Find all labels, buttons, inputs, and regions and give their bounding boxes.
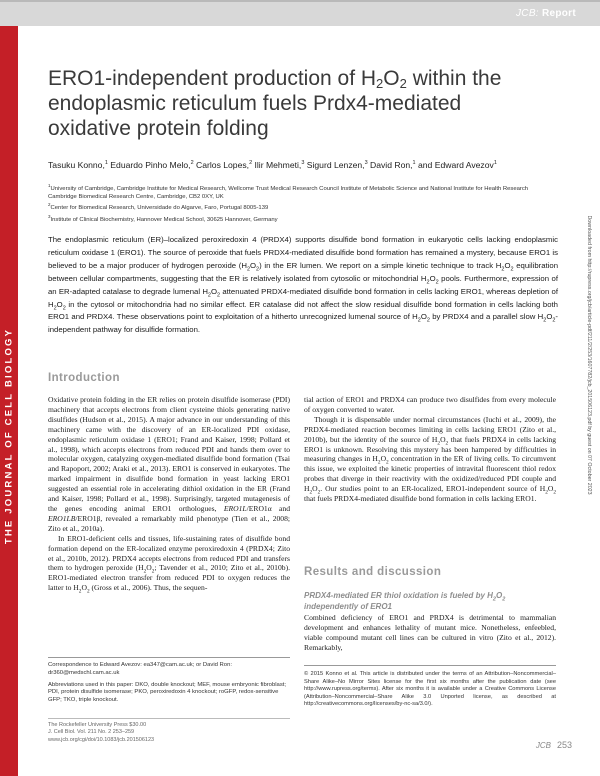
doi-link[interactable]: www.jcb.org/cgi/doi/10.1083/jcb.201506123 bbox=[48, 736, 155, 743]
affiliation-mark: 1 bbox=[48, 183, 51, 188]
footnote-divider bbox=[48, 657, 290, 658]
body-paragraph: Combined deficiency of ERO1 and PRDX4 is detrimental to mammalian development and enhances lethality of mutant mice. Nonetheless, enfeebled, viable compound mutant cell lines can be cultured in vitro (Zito et al., 2012). Remarkably, bbox=[304, 613, 556, 652]
footer-journal: JCB bbox=[535, 741, 551, 750]
body-paragraph: Oxidative protein folding in the ER relies on protein disulfide isomerase (PDI) machinery that accepts electrons from client cysteine thiols generating native disulfides (Hudson et al., 2015). A major advance in our understanding of this machinery came with the discovery of an ER-localized PDI oxidase, endoplasmic reticulum oxidase 1 (ERO1; Frand and Kaiser, 1998; Pollard et al., 1998), which accepts electrons from reduced PDI and hands them over to molecular oxygen, catalyzing oxygen-mediated disulfide bond formation (Tsai and Rapoport, 2002; Araki et al., 2013). ERO1 is conserved in eukaryotes. The marked impairment in disulfide bond formation in yeast lacking ERO1 suggested an essential role in accelerating dithiol oxidation in the ER (Frand and Kaiser, 1998; Pollard et al., 1998). Surprisingly, targeted mutagenesis of the genes encoding animal ERO1 orthologues, ERO1L/ERO1α and ERO1LB/ERO1β, revealed a remarkably mild phenotype (Tien et al., 2008; Zito et al., 2010a). bbox=[48, 395, 291, 533]
affiliation-item bbox=[48, 182, 558, 201]
affiliation-item bbox=[48, 201, 558, 212]
author-affil-mark: 2 bbox=[249, 160, 253, 167]
header-bar bbox=[0, 0, 600, 26]
publisher-line: The Rockefeller University Press $30.00 bbox=[48, 722, 147, 728]
gene-name: ERO1L bbox=[223, 503, 247, 513]
author-affil-mark: 1 bbox=[493, 160, 497, 167]
body-column-right-results bbox=[304, 613, 556, 653]
author-affil-mark: 3 bbox=[301, 160, 305, 167]
author-name: Sigurd Lenzen, bbox=[304, 160, 365, 170]
page-footer bbox=[536, 740, 572, 750]
author-name: Tasuku Konno, bbox=[48, 160, 105, 170]
journal-abbr: JCB: bbox=[516, 8, 539, 19]
download-note-wrap bbox=[584, 140, 594, 570]
citation-line: J. Cell Biol. Vol. 211 No. 2 253–259 bbox=[48, 729, 135, 736]
title-subscript: 2 bbox=[376, 76, 384, 91]
correspondence-note: Correspondence to Edward Avezov: ea347@cam.ac.uk; or David Ron: dr360@medschl.cam.ac.uk bbox=[48, 662, 232, 676]
subsection-heading: PRDX4-mediated ER thiol oxidation is fueled by $H_2O_2$ independently of ERO1 bbox=[304, 591, 506, 611]
affiliation-text: Center for Biomedical Research, Universidade do Algarve, Faro, Portugal 8005-139 bbox=[50, 205, 269, 212]
body-paragraph: Though it is dispensable under normal circumstances (Iuchi et al., 2009), the PRDX4-mediated reaction becomes limiting in cells lacking ERO1 (Zito et al., 2010b), but the identity of the source of $H_2O_2$ that fuels PRDX4 in cells lacking ERO1 is unknown. Resolving this mystery has been hampered by difficulties in measuring changes in $H_2O_2$ concentration in the ER of living cells. To circumvent this issue, we exploited the kinetic properties of intravital fluorescent thiol redox probes that diverge in their reactivity with the oxidized/reduced PDI couple and $H_2O_2$. Our studies point to an ER-localized, ERO1-independent source of $H_2O_2$ that fuels PRDX4-mediated disulfide bond formation in cells lacking ERO1. bbox=[304, 414, 557, 504]
author-name: and Edward Avezov bbox=[415, 160, 494, 170]
journal-tag bbox=[516, 8, 576, 19]
affiliation-mark: 2 bbox=[48, 202, 51, 208]
page-number: 253 bbox=[556, 740, 572, 750]
title-subscript: 2 bbox=[399, 76, 407, 91]
title-part: within the endoplasmic reticulum fuels Prdx4-mediated oxidative protein folding bbox=[48, 67, 502, 140]
footnotes bbox=[48, 662, 290, 705]
author-affil-mark: 2 bbox=[190, 160, 194, 167]
affiliation-item bbox=[48, 213, 558, 224]
section-heading-introduction: Introduction bbox=[48, 372, 120, 384]
author-affil-mark: 3 bbox=[364, 160, 368, 167]
body-column-left bbox=[48, 395, 290, 593]
body-paragraph: tial action of ERO1 and PRDX4 can produce two disulfides from every molecule of oxygen converted to water. bbox=[304, 395, 556, 414]
author-name: David Ron, bbox=[367, 160, 413, 170]
author-affil-mark: 1 bbox=[104, 160, 108, 167]
license-box bbox=[304, 665, 556, 709]
section-heading-results: Results and discussion bbox=[304, 566, 442, 578]
article-title bbox=[48, 66, 548, 141]
publication-info bbox=[48, 722, 298, 744]
affiliations bbox=[48, 182, 558, 224]
sidebar-text-wrap bbox=[0, 276, 18, 596]
journal-sidebar bbox=[0, 26, 18, 776]
affiliation-mark: 3 bbox=[48, 213, 51, 219]
author-name: Ilir Mehmeti, bbox=[252, 160, 302, 170]
article-type: Report bbox=[541, 8, 576, 19]
sidebar-journal-name: THE JOURNAL OF CELL BIOLOGY bbox=[3, 327, 15, 545]
author-name: Carlos Lopes, bbox=[193, 160, 250, 170]
body-column-right bbox=[304, 395, 556, 504]
download-note[interactable]: Downloaded from http://rupress.org/jcb/article-pdf/211/2/253/1607782/jcb_201506123.pdf by guest on 07 October 2023 bbox=[586, 215, 592, 495]
gene-name: ERO1LB bbox=[48, 513, 76, 523]
affiliation-text: Institute of Clinical Biochemistry, Hannover Medical School, 30625 Hannover, Germany bbox=[50, 216, 278, 223]
title-part: ERO1-independent production of H bbox=[48, 67, 377, 90]
author-name: Eduardo Pinho Melo, bbox=[107, 160, 191, 170]
header-accent bbox=[0, 0, 600, 2]
author-affil-mark: 1 bbox=[412, 160, 416, 167]
pubinfo-divider bbox=[48, 718, 290, 719]
license-text: © 2015 Konno et al. This article is distributed under the terms of an Attribution–Noncommercial–Share Alike–No Mirror Sites license for the first six months after the publication date (see http://www.rupress.org/terms). After six months it is available under a Creative Commons License (Attribution–Noncommercial–Share Alike 3.0 Unported license, as described at http://creativecommons.org/licenses/by-nc-sa/3.0/). bbox=[304, 671, 556, 708]
author-list bbox=[48, 160, 558, 170]
title-part: O bbox=[383, 67, 400, 90]
affiliation-text: University of Cambridge, Cambridge Institute for Medical Research, Wellcome Trust Medical Research Council Institute of Metabolic Science and National Institute for Health Research Cambridge Biomedical Research Centre, Cambridge, CB2 0XY, UK bbox=[48, 185, 529, 201]
abbreviations-note: Abbreviations used in this paper: DKO, double knockout; MEF, mouse embryonic fibroblast; PDI, protein disulfide isomerase; PKO, peroxiredoxin 4 knockout; roGFP, redox-sensitive GFP; TKO, triple knockout. bbox=[48, 681, 287, 704]
abstract: The endoplasmic reticulum (ER)–localized peroxiredoxin 4 (PRDX4) supports disulfide bond formation in eukaryotic cells lacking endoplasmic reticulum oxidase 1 (ERO1). The source of peroxide that fuels PRDX4-mediated disulfide bond formation has remained a mystery, because ERO1 is believed to be a major producer of hydrogen peroxide $(H_2O_2)$ in the ER lumen. We report on a simple kinetic technique to track $H_2O_2$ equilibration between cellular compartments, suggesting that the ER is relatively isolated from cytosolic or mitochondrial $H_2O_2$ pools. Furthermore, expression of an ER-adapted catalase to degrade lumenal $H_2O_2$ attenuated PRDX4-mediated disulfide bond formation in cells lacking ERO1, whereas depletion of $H_2O_2$ in the cytosol or mitochondria had no similar effect. ER catalase did not affect the slow residual disulfide bond formation in cells lacking both ERO1 and PRDX4. These observations point to exploitation of a hitherto unrecognized lumenal source of $H_2O_2$ by PRDX4 and a parallel slow $H_2O_2$-independent pathway for disulfide formation. bbox=[48, 235, 559, 335]
body-paragraph: In ERO1-deficient cells and tissues, life-sustaining rates of disulfide bond formation depend on the ER-localized enzyme peroxiredoxin 4 (PRDX4; Zito et al., 2010b, 2012). PRDX4 accepts electrons from reduced PDI and transfers them to hydrogen peroxide ($H_2O_2$; Tavender et al., 2010; Zito et al., 2010b). ERO1-mediated electron transfer from reduced PDI to oxygen reduces the latter to $H_2O_2$ (Gross et al., 2006). Thus, the sequen- bbox=[48, 533, 290, 595]
